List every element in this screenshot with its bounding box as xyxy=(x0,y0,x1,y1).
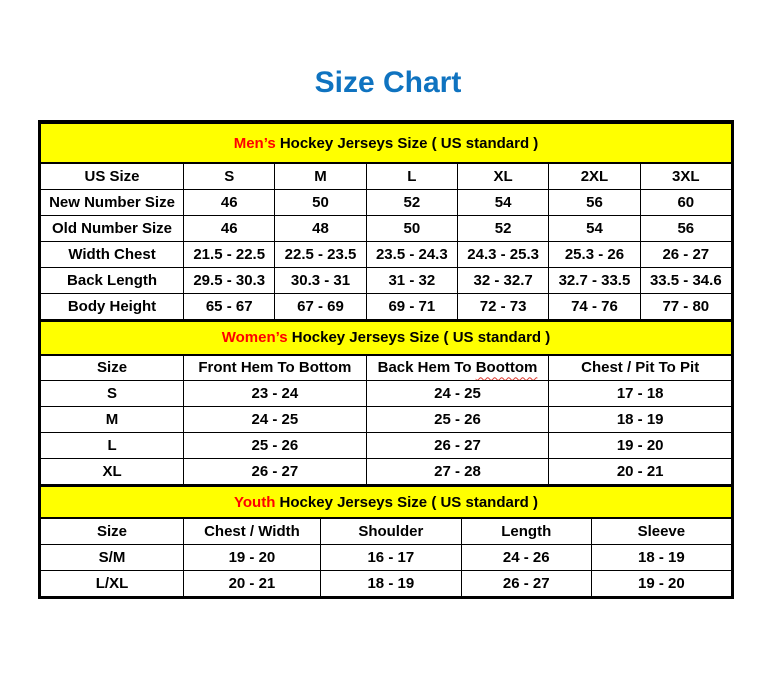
value-cell: 32 - 32.7 xyxy=(457,267,548,293)
table-row xyxy=(41,570,732,596)
column-header: L xyxy=(366,163,457,189)
table-row xyxy=(41,293,732,319)
value-cell: 26 - 27 xyxy=(640,241,731,267)
table-row xyxy=(41,407,732,433)
value-cell: 24.3 - 25.3 xyxy=(457,241,548,267)
value-cell: 72 - 73 xyxy=(457,293,548,319)
value-cell: 25.3 - 26 xyxy=(549,241,640,267)
value-cell: 21.5 - 22.5 xyxy=(184,241,275,267)
youth-banner-text: Hockey Jerseys Size ( US standard ) xyxy=(275,493,538,511)
youth-size-table xyxy=(40,485,732,597)
womens-size-table xyxy=(40,320,732,486)
value-cell: 17 - 18 xyxy=(549,381,732,407)
value-cell: 18 - 19 xyxy=(549,407,732,433)
row-label-cell: L xyxy=(41,433,184,459)
size-chart-container xyxy=(38,120,734,599)
value-cell: 22.5 - 23.5 xyxy=(275,241,366,267)
value-cell: 77 - 80 xyxy=(640,293,731,319)
value-cell: 69 - 71 xyxy=(366,293,457,319)
table-row xyxy=(41,433,732,459)
value-cell: 54 xyxy=(549,215,640,241)
mens-header-row xyxy=(41,163,732,189)
value-cell: 19 - 20 xyxy=(591,570,731,596)
mens-banner xyxy=(41,123,732,163)
value-cell: 26 - 27 xyxy=(366,433,549,459)
misspelled-word: Boottom xyxy=(475,359,538,377)
column-header: Front Hem To Bottom xyxy=(184,355,367,381)
value-cell: 52 xyxy=(457,215,548,241)
misspelled-header-prefix: Back Hem To xyxy=(377,359,476,377)
table-row xyxy=(41,459,732,485)
value-cell: 20 - 21 xyxy=(549,459,732,485)
column-header: Chest / Width xyxy=(184,518,321,544)
page-title: Size Chart xyxy=(314,66,462,99)
value-cell: 20 - 21 xyxy=(184,570,321,596)
value-cell: 74 - 76 xyxy=(549,293,640,319)
column-header: Size xyxy=(41,355,184,381)
table-row xyxy=(41,267,732,293)
table-row xyxy=(41,241,732,267)
youth-banner-row xyxy=(41,486,732,518)
value-cell: 24 - 26 xyxy=(461,544,591,570)
column-header: Shoulder xyxy=(320,518,461,544)
column-header: Chest / Pit To Pit xyxy=(549,355,732,381)
value-cell: 27 - 28 xyxy=(366,459,549,485)
value-cell: 56 xyxy=(549,189,640,215)
value-cell: 18 - 19 xyxy=(591,544,731,570)
column-header: 3XL xyxy=(640,163,731,189)
value-cell: 24 - 25 xyxy=(366,381,549,407)
value-cell: 46 xyxy=(184,189,275,215)
value-cell: 31 - 32 xyxy=(366,267,457,293)
row-label-cell: XL xyxy=(41,459,184,485)
column-header-misspelled xyxy=(366,355,549,381)
column-header: Length xyxy=(461,518,591,544)
value-cell: 50 xyxy=(275,189,366,215)
value-cell: 50 xyxy=(366,215,457,241)
value-cell: 23 - 24 xyxy=(184,381,367,407)
value-cell: 26 - 27 xyxy=(184,459,367,485)
column-header: S xyxy=(184,163,275,189)
row-label-cell: Width Chest xyxy=(41,241,184,267)
value-cell: 54 xyxy=(457,189,548,215)
value-cell: 16 - 17 xyxy=(320,544,461,570)
value-cell: 56 xyxy=(640,215,731,241)
table-row xyxy=(41,544,732,570)
womens-banner xyxy=(41,321,732,355)
row-label-cell: M xyxy=(41,407,184,433)
youth-banner xyxy=(41,486,732,518)
table-row xyxy=(41,381,732,407)
mens-banner-row xyxy=(41,123,732,163)
value-cell: 19 - 20 xyxy=(184,544,321,570)
row-label-cell: Old Number Size xyxy=(41,215,184,241)
row-label-cell: S/M xyxy=(41,544,184,570)
value-cell: 60 xyxy=(640,189,731,215)
value-cell: 67 - 69 xyxy=(275,293,366,319)
column-header: Size xyxy=(41,518,184,544)
row-label-cell: Back Length xyxy=(41,267,184,293)
value-cell: 25 - 26 xyxy=(366,407,549,433)
row-label-cell: S xyxy=(41,381,184,407)
mens-size-table xyxy=(40,122,732,320)
womens-banner-text: Hockey Jerseys Size ( US standard ) xyxy=(287,329,551,346)
value-cell: 52 xyxy=(366,189,457,215)
value-cell: 19 - 20 xyxy=(549,433,732,459)
value-cell: 65 - 67 xyxy=(184,293,275,319)
womens-banner-highlight: Women’s xyxy=(221,329,288,346)
value-cell: 48 xyxy=(275,215,366,241)
youth-banner-highlight: Youth xyxy=(234,493,276,511)
column-header: M xyxy=(275,163,366,189)
row-label-cell: New Number Size xyxy=(41,189,184,215)
row-label-cell: Body Height xyxy=(41,293,184,319)
value-cell: 26 - 27 xyxy=(461,570,591,596)
womens-banner-row xyxy=(41,321,732,355)
row-label-cell: L/XL xyxy=(41,570,184,596)
mens-banner-text: Hockey Jerseys Size ( US standard ) xyxy=(275,134,539,152)
table-row xyxy=(41,189,732,215)
youth-header-row xyxy=(41,518,732,544)
table-row xyxy=(41,215,732,241)
column-header: Sleeve xyxy=(591,518,731,544)
value-cell: 23.5 - 24.3 xyxy=(366,241,457,267)
value-cell: 30.3 - 31 xyxy=(275,267,366,293)
value-cell: 46 xyxy=(184,215,275,241)
womens-header-row xyxy=(41,355,732,381)
column-header: 2XL xyxy=(549,163,640,189)
column-header: US Size xyxy=(41,163,184,189)
value-cell: 25 - 26 xyxy=(184,433,367,459)
column-header: XL xyxy=(457,163,548,189)
value-cell: 33.5 - 34.6 xyxy=(640,267,731,293)
value-cell: 29.5 - 30.3 xyxy=(184,267,275,293)
mens-banner-highlight: Men’s xyxy=(233,134,276,152)
value-cell: 18 - 19 xyxy=(320,570,461,596)
value-cell: 24 - 25 xyxy=(184,407,367,433)
value-cell: 32.7 - 33.5 xyxy=(549,267,640,293)
